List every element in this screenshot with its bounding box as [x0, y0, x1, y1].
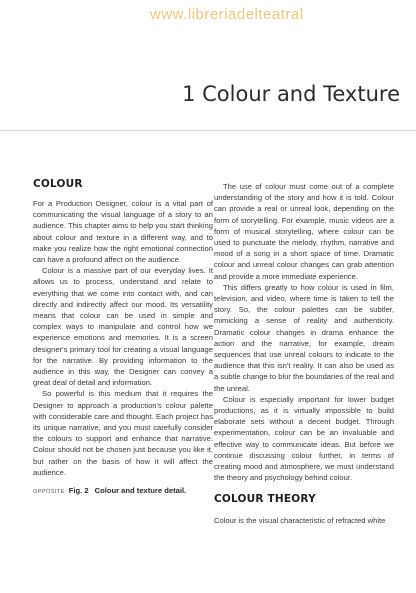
watermark-text: www.libreriadelteatral	[150, 6, 304, 23]
left-column	[33, 178, 213, 478]
paragraph: For a Production Designer, colour is a vital part of communicating the visual language of a story to an audience. This chapter aims to help you start thinking about colour and texture in a different way, and to make you realize how the right emotional connection can have a profound affect on the audience.	[33, 199, 213, 265]
paragraph: Colour is the visual characteristic of refracted white	[214, 516, 386, 526]
paragraph: The use of colour must come out of a complete understanding of the story and how it is told. Colour can provide a real or unreal look, depending on the form of storytelling. For example, music videos are a form of musical storytelling, where colour can be used to punctuate the melody, rhythm, narrative and mood of a song in a short space of time. Dramatic colour and unreal colour changes can grab attention and provide a more immediate experience.	[214, 182, 394, 281]
header-divider	[0, 130, 416, 131]
paragraph: Colour is especially important for lower budget productions, as it is virtually impossible to build elaborate sets without a decent budget. Through experimentation, colour can be an invaluable and effective way to communicate ideas. But before we continue discussing colour further, in terms of creating mood and atmosphere, we must understand the theory and psychology behind colour.	[214, 394, 394, 483]
paragraph: So powerful is this medium that it requires the Designer to approach a production's colour palette with considerable care and thought. Each project has its unique narrative, and you must carefully consider the colours to support and enhance that narrative. Colour should not be chosen just because you like it, but rather on the basis of how it will affect the audience.	[33, 389, 213, 477]
section-heading-colour: COLOUR	[33, 178, 83, 190]
right-column	[214, 181, 394, 527]
paragraph: Colour is a massive part of our everyday lives. It allows us to process, understand and relate to everything that we come into contact with, and can directly and indirectly affect our mood. Its versatility means that colour can be used in simple and complex ways to manipulate and control how we experience emotions and memories. It is a screen designer's primary tool for creating a visual language for the narrative. By providing information to the audience in this way, the Designer can convey a great deal of detail and information.	[33, 266, 213, 388]
paragraph: This differs greatly to how colour is used in film, television, and video, where time is taken to tell the story. So, the colour palettes can be subtler, mimicking a sense of reality and authenticity. Dramatic colour changes in drama enhance the action and the narrative, for example, dream sequences that use unreal colours to indicate to the audience that this isn't reality. It can also be used as a subtle change to blur the boundaries of the real and the unreal.	[214, 282, 394, 393]
chapter-title: 1 Colour and Texture	[182, 82, 400, 106]
section-heading-colour-theory: COLOUR THEORY	[214, 493, 316, 506]
figure-opposite-label: OPPOSITE:	[33, 489, 67, 495]
figure-caption-text: Colour and texture detail.	[94, 486, 187, 495]
figure-caption	[33, 486, 213, 495]
figure-number: Fig. 2	[68, 486, 89, 495]
